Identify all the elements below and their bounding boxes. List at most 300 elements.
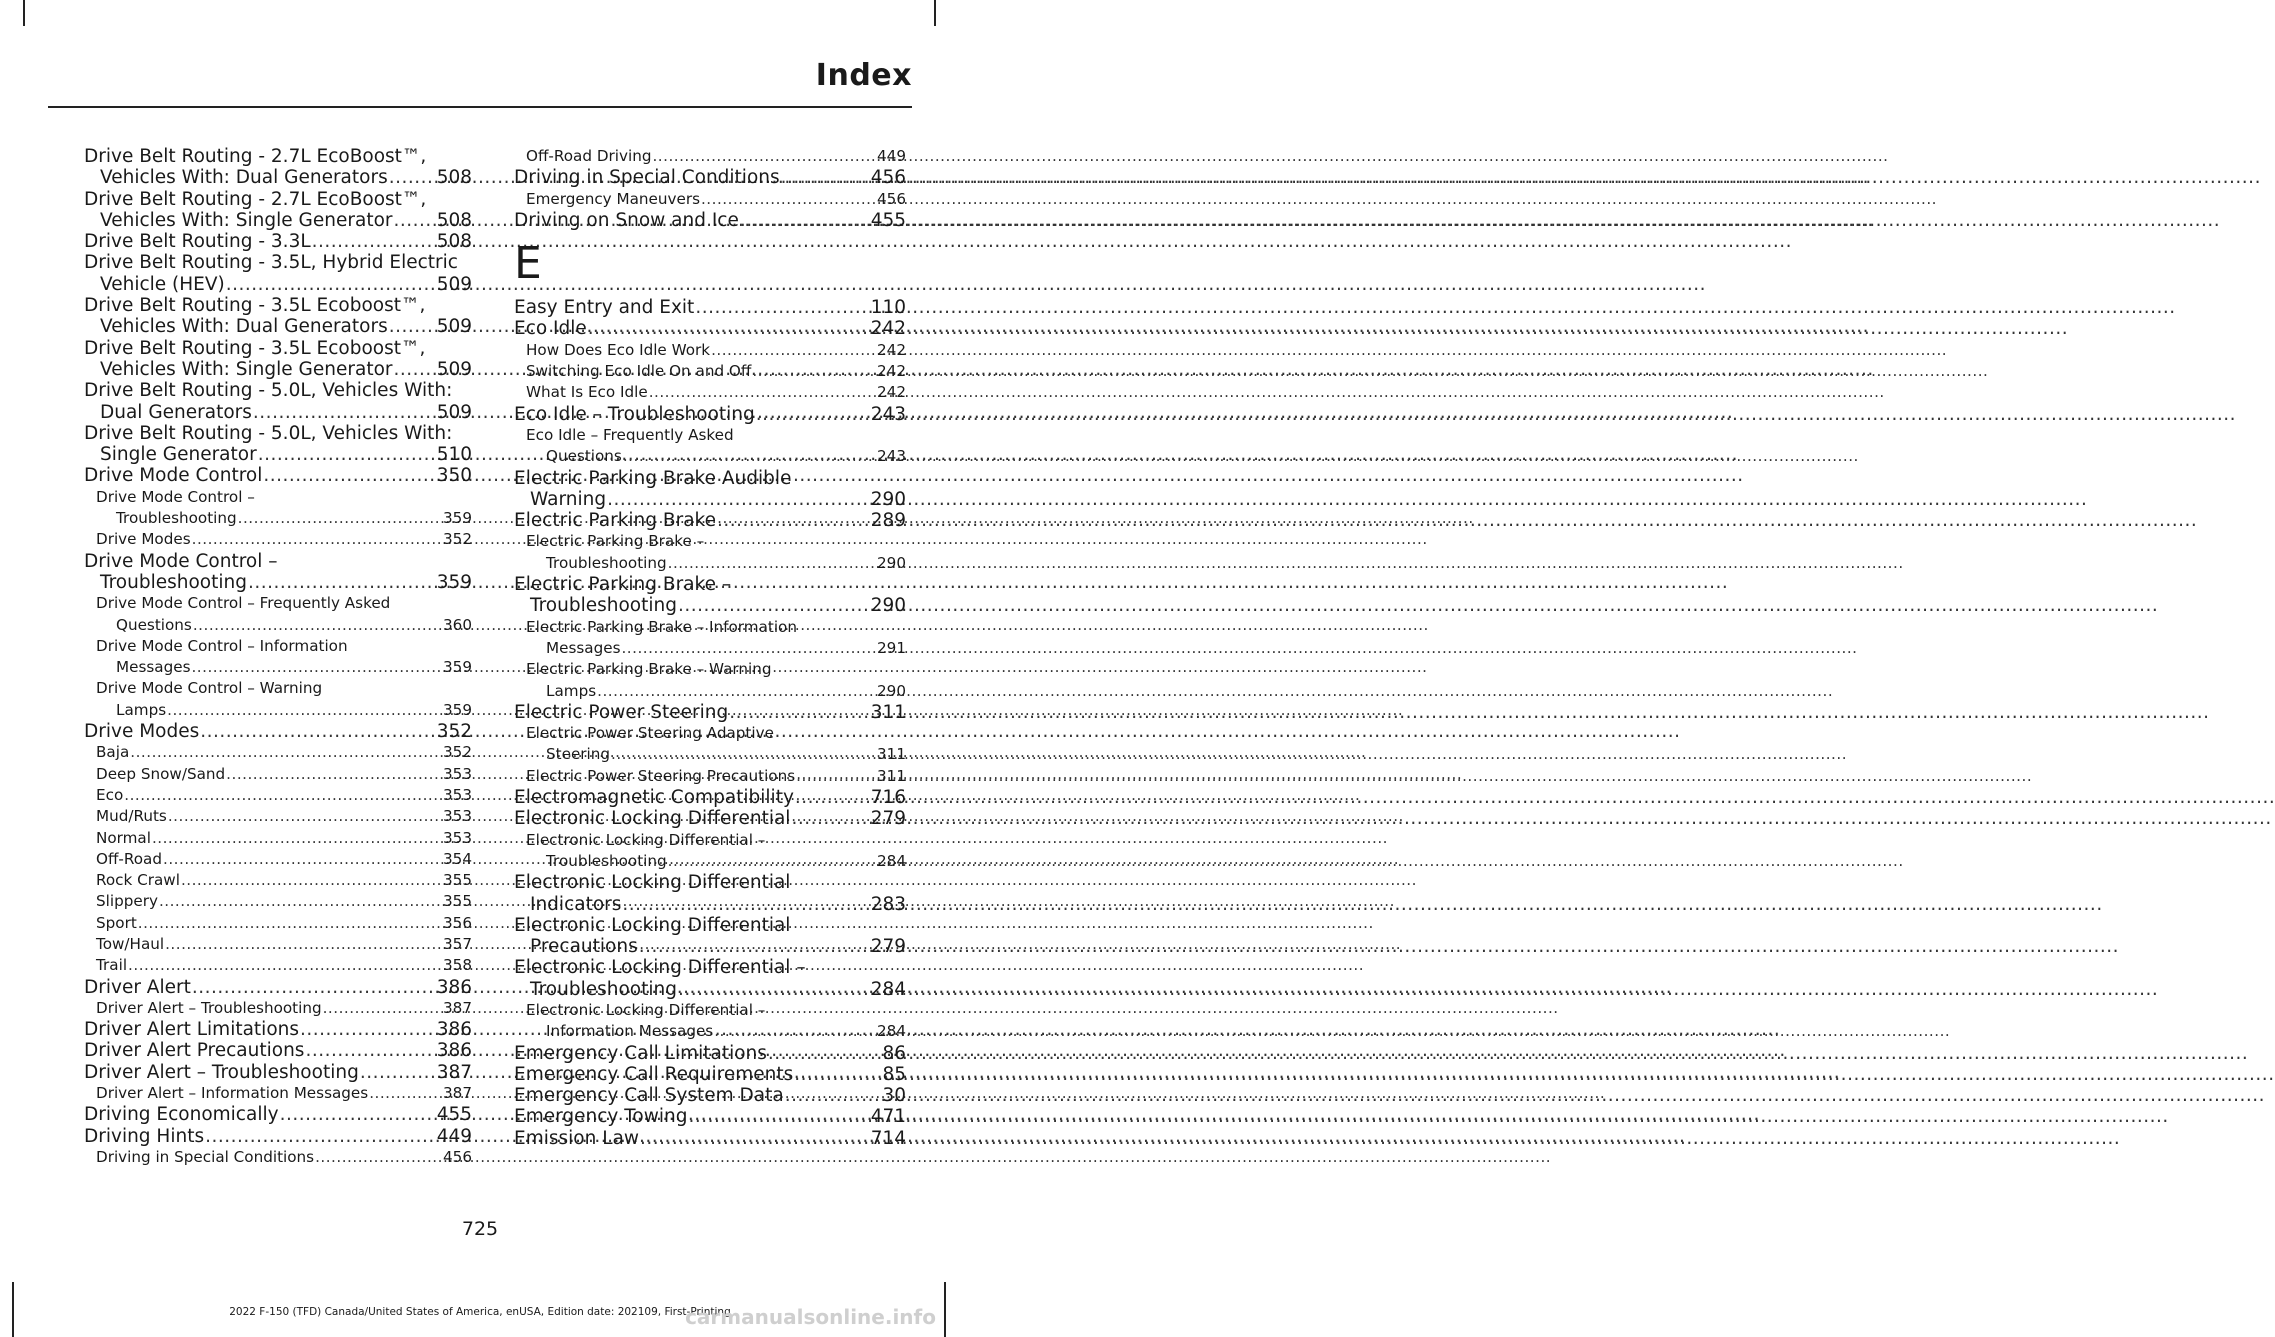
leader-dots [622,894,869,915]
entry-text: Drive Belt Routing - 2.7L EcoBoost™, [84,188,427,210]
index-subentry[interactable] [514,189,906,210]
leader-dots [611,744,876,765]
entry-text: Questions [546,447,622,466]
entry-page-number: 353 [443,785,472,804]
entry-text: Driver Alert Precautions [84,1040,305,1062]
index-entry[interactable] [84,551,472,594]
index-subentry[interactable] [84,636,472,679]
entry-text: Vehicles With: Dual Generators [100,167,388,189]
entry-page-number: 359 [443,700,472,719]
entry-page-number: 358 [443,956,472,975]
leader-dots [740,210,870,231]
leader-dots [714,1021,876,1042]
index-subentry[interactable] [84,742,472,763]
leader-dots [639,936,870,957]
entry-text: Driver Alert [84,976,191,998]
index-subentry[interactable] [514,723,906,766]
index-subentry[interactable] [514,1000,906,1043]
entry-page-number: 359 [443,658,472,677]
entry-page-number: 509 [436,273,472,295]
entry-text: Normal [96,828,151,847]
leader-dots [785,1085,882,1106]
leader-dots [163,849,442,870]
index-entry[interactable] [514,957,906,1000]
leader-dots [678,979,870,1000]
leader-dots [130,742,442,763]
entry-text: Electronic Locking Differential [514,872,791,894]
index-subentry[interactable] [84,487,472,530]
index-entry[interactable] [84,465,472,486]
index-subentry[interactable] [84,913,472,934]
index-entry[interactable] [84,423,472,466]
index-subentry[interactable] [514,146,906,167]
header-divider [48,106,912,108]
index-subentry[interactable] [514,659,906,702]
entry-text: Driver Alert Limitations [84,1019,299,1041]
entry-page-number: 509 [436,358,472,380]
entry-text: Driving in Special Conditions [96,1147,315,1166]
index-entry[interactable] [84,380,472,423]
entry-text: Eco [96,785,124,804]
entry-text: Mud/Ruts [96,807,167,826]
index-entry[interactable] [514,297,906,318]
entry-page-number: 110 [870,297,906,319]
page-title: Index [815,58,912,93]
entry-page-number: 283 [870,893,906,915]
entry-text: Lamps [546,681,597,700]
leader-dots [280,1104,436,1125]
leader-dots [128,955,442,976]
leader-dots [621,638,876,659]
entry-page-number: 311 [877,766,906,785]
index-entry[interactable] [84,1019,472,1040]
entry-page-number: 449 [436,1125,472,1147]
index-subentry[interactable] [84,870,472,891]
entry-text: Electric Power Steering Precautions [526,766,796,785]
leader-dots [192,977,436,998]
leader-dots [796,766,876,787]
entry-text: Slippery [96,892,158,911]
index-entry[interactable] [514,510,906,531]
entry-page-number: 508 [436,209,472,231]
leader-dots [159,891,442,912]
index-entry[interactable] [84,189,472,232]
index-entry[interactable] [84,231,472,252]
entry-text: Drive Belt Routing - 5.0L, Vehicles With: [84,380,453,402]
entry-page-number: 242 [877,340,906,359]
index-subentry[interactable] [84,1147,472,1168]
entry-page-number: 455 [870,209,906,231]
leader-dots [263,465,435,486]
entry-page-number: 290 [870,488,906,510]
entry-text: Drive Modes [84,721,200,743]
entry-text: Electric Parking Brake – Information [526,617,797,636]
entry-text: Driver Alert – Information Messages [96,1084,369,1103]
leader-dots [258,444,436,465]
index-entry[interactable] [514,1106,906,1127]
entry-text: Drive Belt Routing - 3.3L [84,231,311,253]
index-subentry[interactable] [84,593,472,636]
entry-page-number: 714 [870,1127,906,1149]
entry-text: Tow/Haul [96,934,165,953]
leader-dots [167,700,442,721]
entry-text: Drive Belt Routing - 2.7L EcoBoost™, [84,146,427,167]
entry-page-number: 352 [443,530,472,549]
entry-text: Baja [96,743,130,762]
index-entry[interactable] [514,167,906,188]
leader-dots [729,702,869,723]
entry-text: Messages [546,638,621,657]
crop-mark-top-left [23,0,25,26]
entry-page-number: 357 [443,934,472,953]
entry-page-number: 360 [443,615,472,634]
index-entry[interactable] [514,318,906,339]
entry-text: Drive Belt Routing - 5.0L, Vehicles With: [84,422,453,444]
leader-dots [652,146,876,167]
leader-dots [717,510,870,531]
entry-text: Lamps [116,700,167,719]
entry-text: Electromagnetic Compatibility [514,787,794,809]
entry-page-number: 311 [877,745,906,764]
index-entry[interactable] [514,872,906,915]
index-subentry[interactable] [84,934,472,955]
index-entry[interactable] [84,1040,472,1061]
entry-page-number: 359 [443,509,472,528]
entry-text: Rock Crawl [96,871,180,890]
index-subentry[interactable] [84,785,472,806]
entry-text: Electronic Locking Differential – [526,830,766,849]
entry-text: Drive Mode Control – Information [96,636,348,655]
index-subentry[interactable] [84,678,472,721]
leader-dots [248,572,436,593]
leader-dots [756,404,870,425]
entry-text: Messages [116,658,191,677]
index-subentry[interactable] [514,361,906,382]
leader-dots [768,1043,882,1064]
index-subentry[interactable] [514,617,906,660]
entry-text: Electric Parking Brake [514,510,716,532]
entry-text: Sport [96,913,137,932]
entry-text: Troubleshooting [530,978,677,1000]
leader-dots [597,681,876,702]
entry-page-number: 449 [877,147,906,165]
entry-text: Eco Idle [514,318,587,340]
index-subentry[interactable] [514,425,906,468]
entry-text: Troubleshooting [100,571,247,593]
entry-page-number: 455 [436,1104,472,1126]
leader-dots [226,764,442,785]
index-column-right [514,146,906,1149]
index-entry[interactable] [514,915,906,958]
leader-dots [253,402,436,423]
index-subentry[interactable] [514,766,906,787]
entry-text: Drive Modes [96,530,191,549]
index-subentry[interactable] [514,830,906,873]
leader-dots [394,210,436,231]
leader-dots [781,167,870,188]
leader-dots [205,1126,436,1147]
entry-text: Emergency Towing [514,1106,688,1128]
entry-page-number: 509 [436,316,472,338]
leader-dots [124,785,442,806]
leader-dots [668,553,876,574]
entry-text: Emergency Call Requirements [514,1063,794,1085]
entry-page-number: 508 [436,231,472,253]
entry-page-number: 352 [443,743,472,762]
index-entry[interactable] [514,1043,906,1064]
entry-page-number: 353 [443,828,472,847]
entry-text: Electric Parking Brake – [514,574,732,596]
page-number: 725 [461,1218,499,1240]
entry-text: Dual Generators [100,401,252,423]
index-entry[interactable] [84,977,472,998]
leader-dots [200,721,435,742]
entry-text: Information Messages [546,1022,714,1041]
leader-dots [360,1062,436,1083]
entry-text: Single Generator [100,444,257,466]
entry-text: Emergency Call System Data [514,1085,784,1107]
entry-text: Electric Power Steering [514,701,729,723]
index-subentry[interactable] [84,764,472,785]
leader-dots [752,361,876,382]
entry-text: Electronic Locking Differential – [526,1000,766,1019]
index-subentry[interactable] [514,531,906,574]
entry-page-number: 290 [870,595,906,617]
entry-page-number: 86 [882,1042,906,1064]
index-subentry[interactable] [84,529,472,550]
entry-text: Indicators [530,893,622,915]
entry-page-number: 284 [870,978,906,1000]
entry-page-number: 386 [436,1040,472,1062]
entry-text: Vehicle (HEV) [100,273,225,295]
entry-page-number: 386 [436,1019,472,1041]
index-entry[interactable] [84,721,472,742]
index-entry[interactable] [84,146,472,189]
entry-page-number: 243 [870,403,906,425]
entry-text: Eco Idle – Troubleshooting [514,403,755,425]
leader-dots [226,274,436,295]
entry-page-number: 716 [870,787,906,809]
index-entry[interactable] [514,808,906,829]
entry-text: Precautions [530,936,638,958]
leader-dots [152,828,442,849]
leader-dots [389,316,436,337]
entry-text: Driver Alert – Troubleshooting [84,1061,359,1083]
entry-text: Electronic Locking Differential – [514,957,806,979]
section-letter: E [514,238,542,290]
entry-page-number: 289 [870,510,906,532]
crop-mark-top-right [934,0,936,26]
leader-dots [369,1083,442,1104]
entry-page-number: 279 [870,936,906,958]
entry-page-number: 456 [443,1147,472,1166]
entry-text: Driving on Snow and Ice [514,209,739,231]
entry-page-number: 311 [870,701,906,723]
entry-page-number: 243 [877,447,906,466]
entry-text: Switching Eco Idle On and Off [526,362,752,381]
entry-page-number: 284 [877,1022,906,1041]
leader-dots [607,489,870,510]
entry-page-number: 387 [443,998,472,1017]
entry-text: What Is Eco Idle [526,383,648,402]
entry-text: Troubleshooting [530,595,677,617]
entry-page-number: 387 [443,1084,472,1103]
leader-dots [695,297,869,318]
entry-page-number: 350 [436,465,472,487]
entry-text: How Does Eco Idle Work [526,340,711,359]
entry-page-number: 353 [443,807,472,826]
entry-page-number: 291 [877,638,906,657]
index-entry[interactable] [514,574,906,617]
entry-page-number: 290 [877,681,906,700]
index-subentry[interactable] [84,849,472,870]
index-subentry[interactable] [84,828,472,849]
entry-text: Electric Parking Brake – Warning [526,660,772,679]
index-subentry[interactable] [514,340,906,361]
entry-text: Emergency Call Limitations [514,1042,767,1064]
index-entry[interactable] [514,1085,906,1106]
entry-page-number: 242 [870,318,906,340]
index-entry[interactable] [514,404,906,425]
entry-text: Emission Law [514,1127,639,1149]
leader-dots [588,318,870,339]
index-column-left [84,146,472,1168]
leader-dots [701,189,876,210]
leader-dots [623,446,876,467]
entry-text: Emergency Maneuvers [526,189,700,208]
leader-dots [791,808,869,829]
index-entry[interactable] [84,1062,472,1083]
leader-dots [649,382,876,403]
entry-page-number: 354 [443,849,472,868]
leader-dots [394,359,436,380]
entry-text: Drive Belt Routing - 3.5L, Hybrid Electric [84,252,458,274]
index-subentry[interactable] [84,998,472,1019]
entry-page-number: 353 [443,764,472,783]
entry-text: Driving Economically [84,1104,279,1126]
entry-text: Driving Hints [84,1125,205,1147]
entry-page-number: 284 [877,851,906,870]
leader-dots [238,508,442,529]
index-entry[interactable] [514,1128,906,1149]
entry-page-number: 386 [436,976,472,998]
leader-dots [640,1128,870,1149]
leader-dots [165,934,442,955]
leader-dots [688,1106,869,1127]
index-subentry[interactable] [514,382,906,403]
entry-page-number: 508 [436,167,472,189]
entry-text: Off-Road Driving [526,147,652,165]
index-subentry[interactable] [84,806,472,827]
index-entry[interactable] [514,468,906,511]
leader-dots [192,529,442,550]
entry-text: Driving in Special Conditions [514,167,780,189]
entry-page-number: 355 [443,871,472,890]
entry-text: Drive Belt Routing - 3.5L Ecoboost™, [84,295,426,317]
entry-text: Trail [96,956,128,975]
entry-text: Troubleshooting [546,553,667,572]
entry-page-number: 510 [436,444,472,466]
index-entry[interactable] [84,338,472,381]
entry-page-number: 456 [870,167,906,189]
index-entry[interactable] [514,787,906,808]
leader-dots [312,231,436,252]
index-entry[interactable] [84,252,472,295]
watermark: carmanualsonline.info [685,1305,936,1329]
entry-text: Drive Mode Control – Frequently Asked [96,594,391,613]
entry-page-number: 279 [870,808,906,830]
entry-page-number: 509 [436,401,472,423]
index-entry[interactable] [84,295,472,338]
leader-dots [315,1147,442,1168]
leader-dots [668,851,876,872]
leader-dots [389,167,436,188]
leader-dots [323,998,442,1019]
index-entry[interactable] [514,1064,906,1085]
leader-dots [138,913,442,934]
entry-text: Steering [546,745,611,764]
entry-text: Vehicles With: Single Generator [100,209,393,231]
entry-text: Electric Power Steering Adaptive [526,724,774,743]
leader-dots [193,615,442,636]
entry-text: Vehicles With: Dual Generators [100,316,388,338]
entry-text: Driver Alert – Troubleshooting [96,998,322,1017]
entry-page-number: 356 [443,913,472,932]
index-entry[interactable] [514,702,906,723]
index-entry[interactable] [84,1126,472,1147]
index-entry[interactable] [84,1104,472,1125]
leader-dots [181,870,442,891]
entry-text: Electronic Locking Differential [514,808,791,830]
entry-page-number: 352 [436,721,472,743]
entry-text: Drive Belt Routing - 3.5L Ecoboost™, [84,337,426,359]
entry-text: Electric Parking Brake – [526,532,705,551]
entry-text: Questions [116,615,192,634]
entry-page-number: 471 [870,1106,906,1128]
entry-text: Drive Mode Control – [96,487,255,506]
leader-dots [168,806,442,827]
leader-dots [795,787,870,808]
index-subentry[interactable] [84,1083,472,1104]
index-subentry[interactable] [84,891,472,912]
entry-page-number: 85 [882,1063,906,1085]
entry-text: Eco Idle – Frequently Asked [526,425,734,444]
entry-text: Troubleshooting [116,509,237,528]
entry-text: Electric Parking Brake Audible [514,467,792,489]
entry-page-number: 290 [877,553,906,572]
entry-text: Deep Snow/Sand [96,764,226,783]
entry-text: Drive Mode Control – Warning [96,679,323,698]
entry-text: Electronic Locking Differential [514,914,791,936]
leader-dots [678,595,870,616]
entry-text: Off-Road [96,849,163,868]
index-entry[interactable] [514,210,906,231]
entry-text: Vehicles With: Single Generator [100,358,393,380]
footer-edition-info: 2022 F-150 (TFD) Canada/United States of America, enUSA, Edition date: 202109, First-Printing [229,1306,731,1318]
entry-text: Easy Entry and Exit [514,297,695,319]
entry-page-number: 359 [436,571,472,593]
entry-page-number: 30 [882,1085,906,1107]
leader-dots [794,1064,881,1085]
leader-dots [300,1019,436,1040]
leader-dots [191,657,442,678]
index-subentry[interactable] [84,955,472,976]
entry-page-number: 387 [436,1061,472,1083]
leader-dots [305,1040,435,1061]
entry-page-number: 242 [877,383,906,402]
entry-page-number: 242 [877,362,906,381]
entry-page-number: 355 [443,892,472,911]
